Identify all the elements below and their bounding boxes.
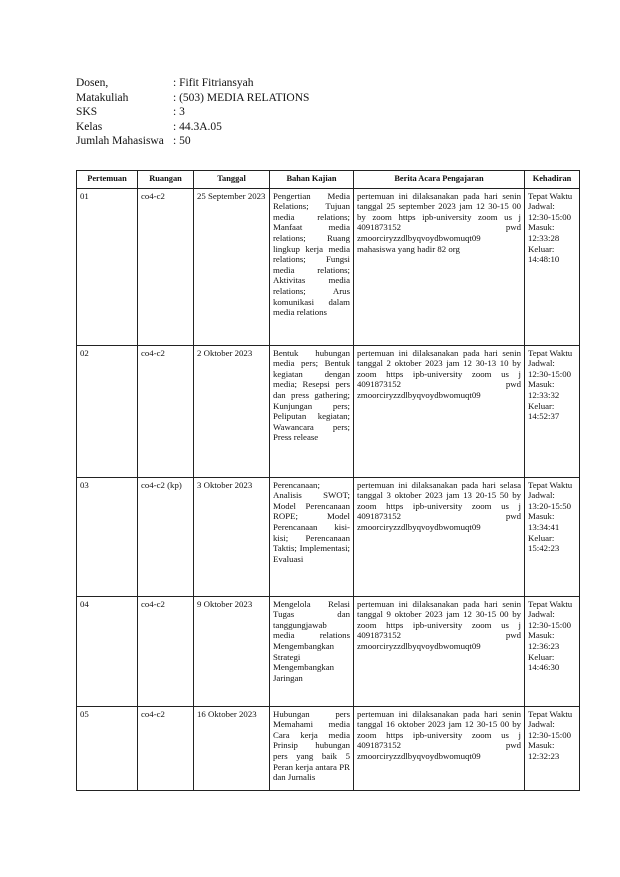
cell-tanggal: 25 September 2023 xyxy=(194,188,270,345)
cell-ruangan: co4-c2 xyxy=(138,596,194,706)
info-row-matakuliah xyxy=(76,91,309,106)
column-header-kehadiran: Kehadiran xyxy=(525,171,580,189)
info-key: Jumlah Mahasiswa xyxy=(76,135,164,148)
cell-berita-acara: pertemuan ini dilaksanakan pada hari senin tanggal 2 oktober 2023 jam 12 30-13 10 by zoom https ipb-university zoom us j 4091873152 pwd zmoorciryzzdlbyqvoydbwomuqt09 xyxy=(354,345,525,477)
cell-ruangan: co4-c2 xyxy=(138,188,194,345)
cell-bahan-kajian: Pengertian Media Relations; Tujuan media relations; Manfaat media relations; Ruang lingkup kerja media relations; Fungsi media relations; Aktivitas media relations; Arus komunikasi dalam media relations xyxy=(270,188,354,345)
info-value: : (503) MEDIA RELATIONS xyxy=(173,91,310,104)
column-header-pertemuan: Pertemuan xyxy=(77,171,138,189)
cell-kehadiran: Tepat Waktu Jadwal: 12:30-15:00 Masuk: 12:33:32 Keluar: 14:52:37 xyxy=(525,345,580,477)
cell-ruangan: co4-c2 xyxy=(138,345,194,477)
cell-berita-acara: pertemuan ini dilaksanakan pada hari senin tanggal 25 september 2023 jam 12 30-15 00 by zoom https ipb-university zoom us j 4091873152 pwd zmoorciryzzdlbyqvoydbwomuqt09 mahasiswa yang hadir 82 org xyxy=(354,188,525,345)
cell-berita-acara: pertemuan ini dilaksanakan pada hari selasa tanggal 3 oktober 2023 jam 13 20-15 50 by zoom https ipb-university zoom us j 4091873152 pwd zmoorciryzzdlbyqvoydbwomuqt09 xyxy=(354,477,525,596)
cell-bahan-kajian: Bentuk hubungan media pers; Bentuk kegiatan dengan media; Resepsi pers dan press gathering; Kunjungan pers; Peliputan kegiatan; Wawancara pers; Press release xyxy=(270,345,354,477)
cell-bahan-kajian: Perencanaan; Analisis SWOT; Model Perencanaan ROPE; Model Perencanaan kisi-kisi; Perencanaan Taktis; Implementasi; Evaluasi xyxy=(270,477,354,596)
cell-kehadiran: Tepat Waktu Jadwal: 12:30-15:00 Masuk: 12:32:23 xyxy=(525,706,580,790)
column-header-tanggal: Tanggal xyxy=(194,171,270,189)
cell-tanggal: 16 Oktober 2023 xyxy=(194,706,270,790)
cell-pertemuan: 02 xyxy=(77,345,138,477)
table-header-row xyxy=(77,171,580,189)
course-info xyxy=(76,76,309,149)
cell-tanggal: 9 Oktober 2023 xyxy=(194,596,270,706)
column-header-ruangan: Ruangan xyxy=(138,171,194,189)
info-row-kelas xyxy=(76,120,309,135)
lecture-journal-table xyxy=(76,170,580,791)
table-row xyxy=(77,188,580,345)
cell-pertemuan: 04 xyxy=(77,596,138,706)
info-row-dosen xyxy=(76,76,309,91)
cell-pertemuan: 03 xyxy=(77,477,138,596)
cell-kehadiran: Tepat Waktu Jadwal: 13:20-15:50 Masuk: 13:34:41 Keluar: 15:42:23 xyxy=(525,477,580,596)
table-row xyxy=(77,596,580,706)
info-row-jumlah-mahasiswa xyxy=(76,134,309,149)
column-header-berita-acara: Berita Acara Pengajaran xyxy=(354,171,525,189)
cell-ruangan: co4-c2 (kp) xyxy=(138,477,194,596)
cell-kehadiran: Tepat Waktu Jadwal: 12:30-15:00 Masuk: 12:33:28 Keluar: 14:48:10 xyxy=(525,188,580,345)
table-row xyxy=(77,706,580,790)
info-value: : 44.3A.05 xyxy=(173,120,222,133)
cell-tanggal: 3 Oktober 2023 xyxy=(194,477,270,596)
cell-kehadiran: Tepat Waktu Jadwal: 12:30-15:00 Masuk: 12:36:23 Keluar: 14:46:30 xyxy=(525,596,580,706)
table-row xyxy=(77,477,580,596)
cell-pertemuan: 05 xyxy=(77,706,138,790)
info-value: : 3 xyxy=(173,106,185,119)
info-key: Matakuliah xyxy=(76,91,129,104)
cell-bahan-kajian: Mengelola Relasi Tugas dan tanggungjawab media relations Mengembangkan Strategi Mengembangkan Jaringan xyxy=(270,596,354,706)
table-row xyxy=(77,345,580,477)
info-value: : 50 xyxy=(173,135,191,148)
info-key: SKS xyxy=(76,106,98,119)
cell-tanggal: 2 Oktober 2023 xyxy=(194,345,270,477)
info-row-sks xyxy=(76,105,309,120)
cell-bahan-kajian: Hubungan pers Memahami media Cara kerja media Prinsip hubungan pers yang baik 5 Peran kerja antara PR dan Jurnalis xyxy=(270,706,354,790)
cell-ruangan: co4-c2 xyxy=(138,706,194,790)
info-key: Kelas xyxy=(76,120,103,133)
cell-berita-acara: pertemuan ini dilaksanakan pada hari senin tanggal 9 oktober 2023 jam 12 30-15 00 by zoom https ipb-university zoom us j 4091873152 pwd zmoorciryzzdlbyqvoydbwomuqt09 xyxy=(354,596,525,706)
info-value: : Fifit Fitriansyah xyxy=(173,77,254,89)
info-key: Dosen, xyxy=(76,77,109,89)
cell-berita-acara: pertemuan ini dilaksanakan pada hari senin tanggal 16 oktober 2023 jam 12 30-15 00 by zoom https ipb-university zoom us j 4091873152 pwd zmoorciryzzdlbyqvoydbwomuqt09 xyxy=(354,706,525,790)
column-header-bahan-kajian: Bahan Kajian xyxy=(270,171,354,189)
cell-pertemuan: 01 xyxy=(77,188,138,345)
